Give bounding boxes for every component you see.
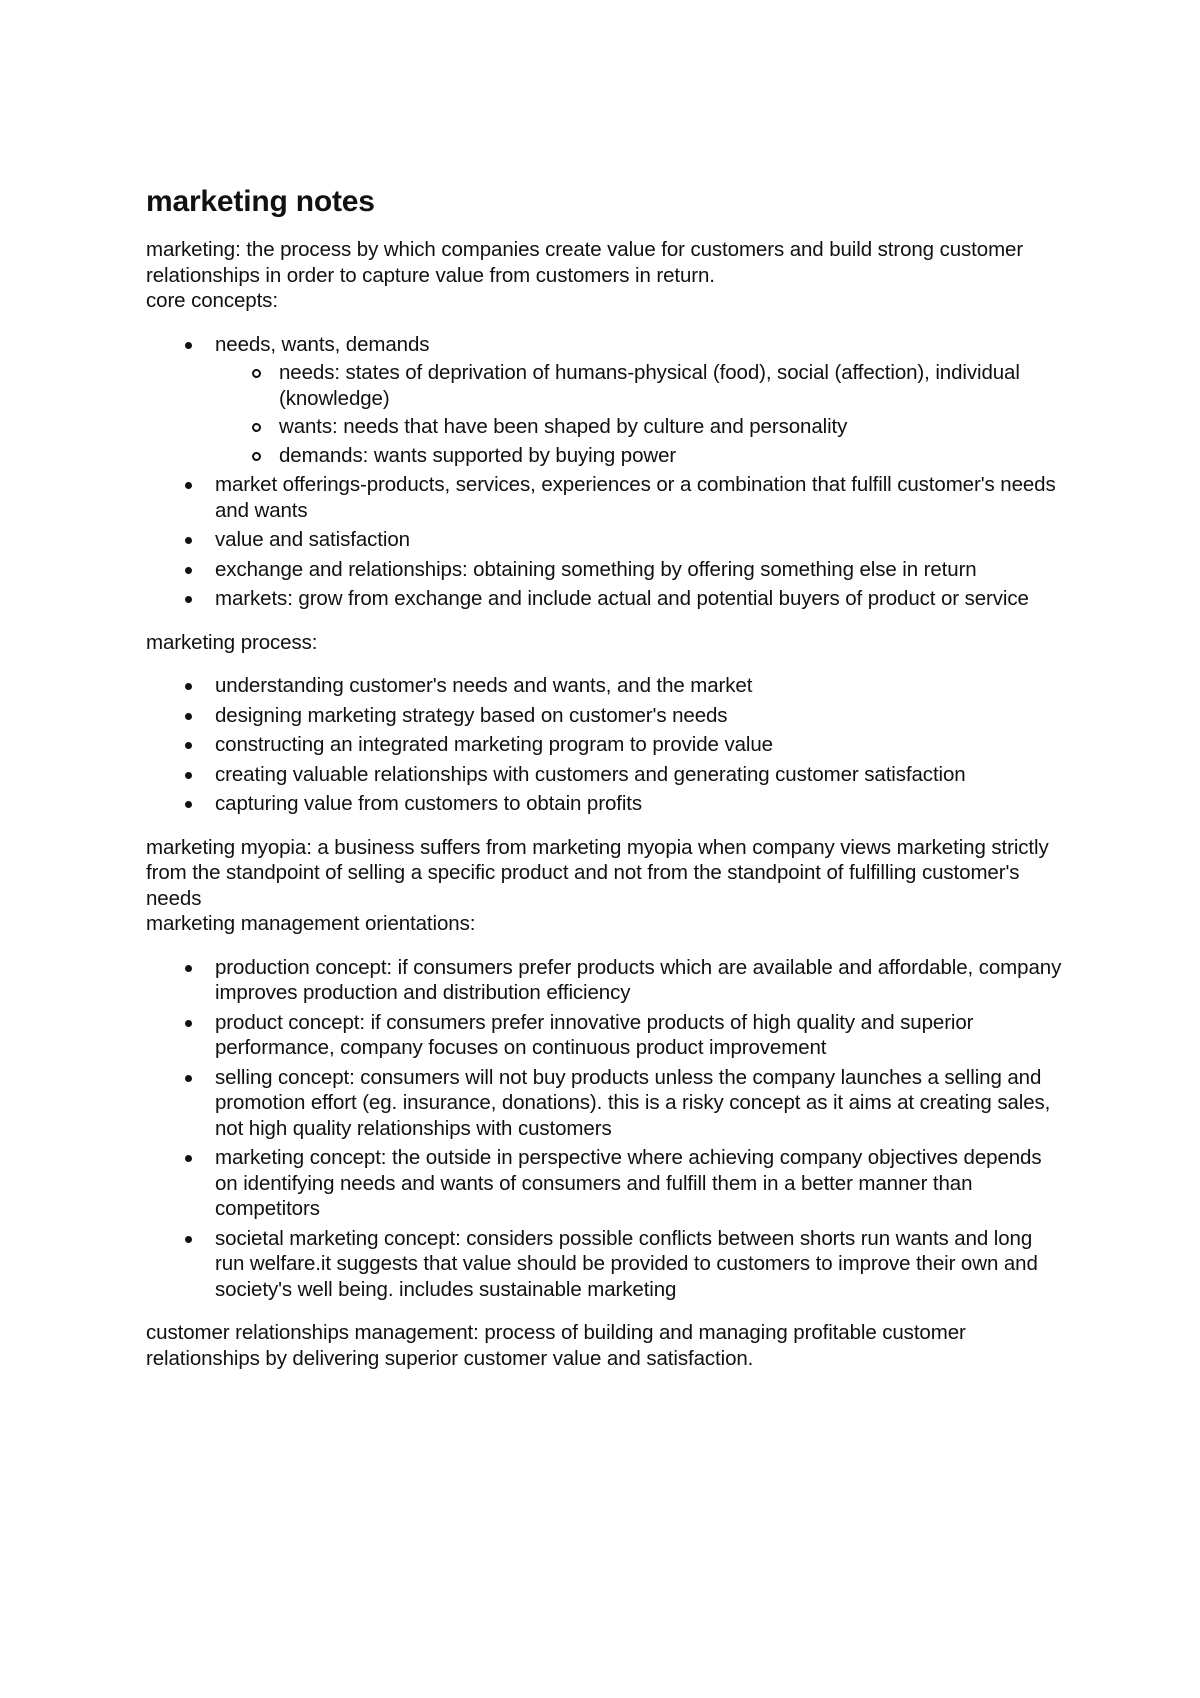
sub-list-item: demands: wants supported by buying power xyxy=(279,443,1066,469)
list-item xyxy=(215,332,1066,469)
list-item: market offerings-products, services, experiences or a combination that fulfill customer's needs and wants xyxy=(215,472,1066,523)
core-concepts-list xyxy=(146,332,1066,612)
list-item-text: needs, wants, demands xyxy=(215,332,430,356)
document-page xyxy=(146,184,1066,1371)
list-item: exchange and relationships: obtaining something by offering something else in return xyxy=(215,557,1066,583)
list-item: designing marketing strategy based on customer's needs xyxy=(215,703,1066,729)
sub-list-item: wants: needs that have been shaped by culture and personality xyxy=(279,414,1066,440)
orientations-label: marketing management orientations: xyxy=(146,912,476,935)
list-item: constructing an integrated marketing program to provide value xyxy=(215,732,1066,758)
sub-list-item: needs: states of deprivation of humans-physical (food), social (affection), individual (knowledge) xyxy=(279,360,1066,411)
marketing-myopia-paragraph: marketing myopia: a business suffers from marketing myopia when company views marketing strictly from the standpoint of selling a specific product and not from the standpoint of fulfilling customer's needs xyxy=(146,835,1049,910)
list-item: capturing value from customers to obtain profits xyxy=(215,791,1066,817)
marketing-process-label: marketing process: xyxy=(146,630,318,654)
core-concepts-label: core concepts: xyxy=(146,289,278,312)
list-item: value and satisfaction xyxy=(215,527,1066,553)
orientations-list xyxy=(146,955,1066,1303)
marketing-definition: marketing: the process by which companies create value for customers and build strong customer relationships in order to capture value from customers in return. xyxy=(146,238,1024,287)
list-item: selling concept: consumers will not buy products unless the company launches a selling and promotion effort (eg. insurance, donations). this is a risky concept as it aims at creating sales, not high quality relationships with customers xyxy=(215,1065,1066,1142)
list-item: production concept: if consumers prefer products which are available and affordable, company improves production and distribution efficiency xyxy=(215,955,1066,1006)
marketing-process-list xyxy=(146,673,1066,817)
list-item: understanding customer's needs and wants, and the market xyxy=(215,673,1066,699)
list-item: societal marketing concept: considers possible conflicts between shorts run wants and long run welfare.it suggests that value should be provided to customers to improve their own and society's well being. includes sustainable marketing xyxy=(215,1226,1066,1303)
list-item: creating valuable relationships with customers and generating customer satisfaction xyxy=(215,762,1066,788)
list-item: product concept: if consumers prefer innovative products of high quality and superior performance, company focuses on continuous product improvement xyxy=(215,1010,1066,1061)
page-title: marketing notes xyxy=(146,185,375,218)
list-item: markets: grow from exchange and include actual and potential buyers of product or service xyxy=(215,586,1066,612)
list-item: marketing concept: the outside in perspective where achieving company objectives depends on identifying needs and wants of consumers and fulfill them in a better manner than competitors xyxy=(215,1145,1066,1222)
needs-sublist xyxy=(215,360,1066,468)
crm-paragraph: customer relationships management: process of building and managing profitable customer relationships by delivering superior customer value and satisfaction. xyxy=(146,1321,966,1370)
